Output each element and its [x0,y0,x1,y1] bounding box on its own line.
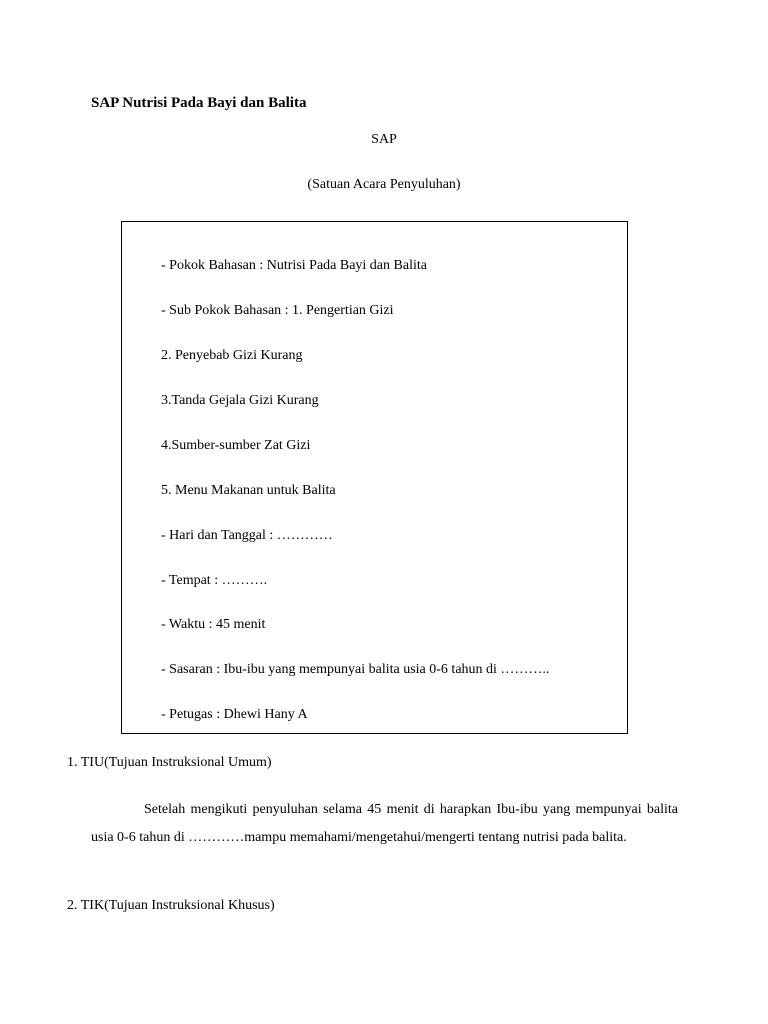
box-line-tempat: - Tempat : ………. [161,573,268,588]
box-line-petugas: - Petugas : Dhewi Hany A [161,707,308,722]
section-heading-tiu: 1. TIU(Tujuan Instruksional Umum) [67,755,272,770]
box-line-sub-pokok-bahasan: - Sub Pokok Bahasan : 1. Pengertian Gizi [161,303,394,318]
document-title: SAP Nutrisi Pada Bayi dan Balita [91,95,307,111]
box-line-subtopic-3: 3.Tanda Gejala Gizi Kurang [161,393,319,408]
box-line-subtopic-4: 4.Sumber-sumber Zat Gizi [161,438,311,453]
info-box [121,221,628,734]
box-line-sasaran: - Sasaran : Ibu-ibu yang mempunyai balita usia 0-6 tahun di ……….. [161,662,550,677]
box-line-hari-tanggal: - Hari dan Tanggal : ………… [161,528,333,543]
box-line-pokok-bahasan: - Pokok Bahasan : Nutrisi Pada Bayi dan Balita [161,258,427,273]
box-line-subtopic-2: 2. Penyebab Gizi Kurang [161,348,303,363]
sap-subheading: (Satuan Acara Penyuluhan) [307,177,461,192]
box-line-subtopic-5: 5. Menu Makanan untuk Balita [161,483,336,498]
box-line-waktu: - Waktu : 45 menit [161,617,266,632]
section-paragraph-tiu: Setelah mengikuti penyuluhan selama 45 menit di harapkan Ibu-ibu yang mempunyai balita usia 0-6 tahun di …………mampu memahami/mengetahui/mengerti tentang nutrisi pada balita. [91,802,678,845]
section-heading-tik: 2. TIK(Tujuan Instruksional Khusus) [67,898,275,913]
sap-heading: SAP [371,132,397,147]
